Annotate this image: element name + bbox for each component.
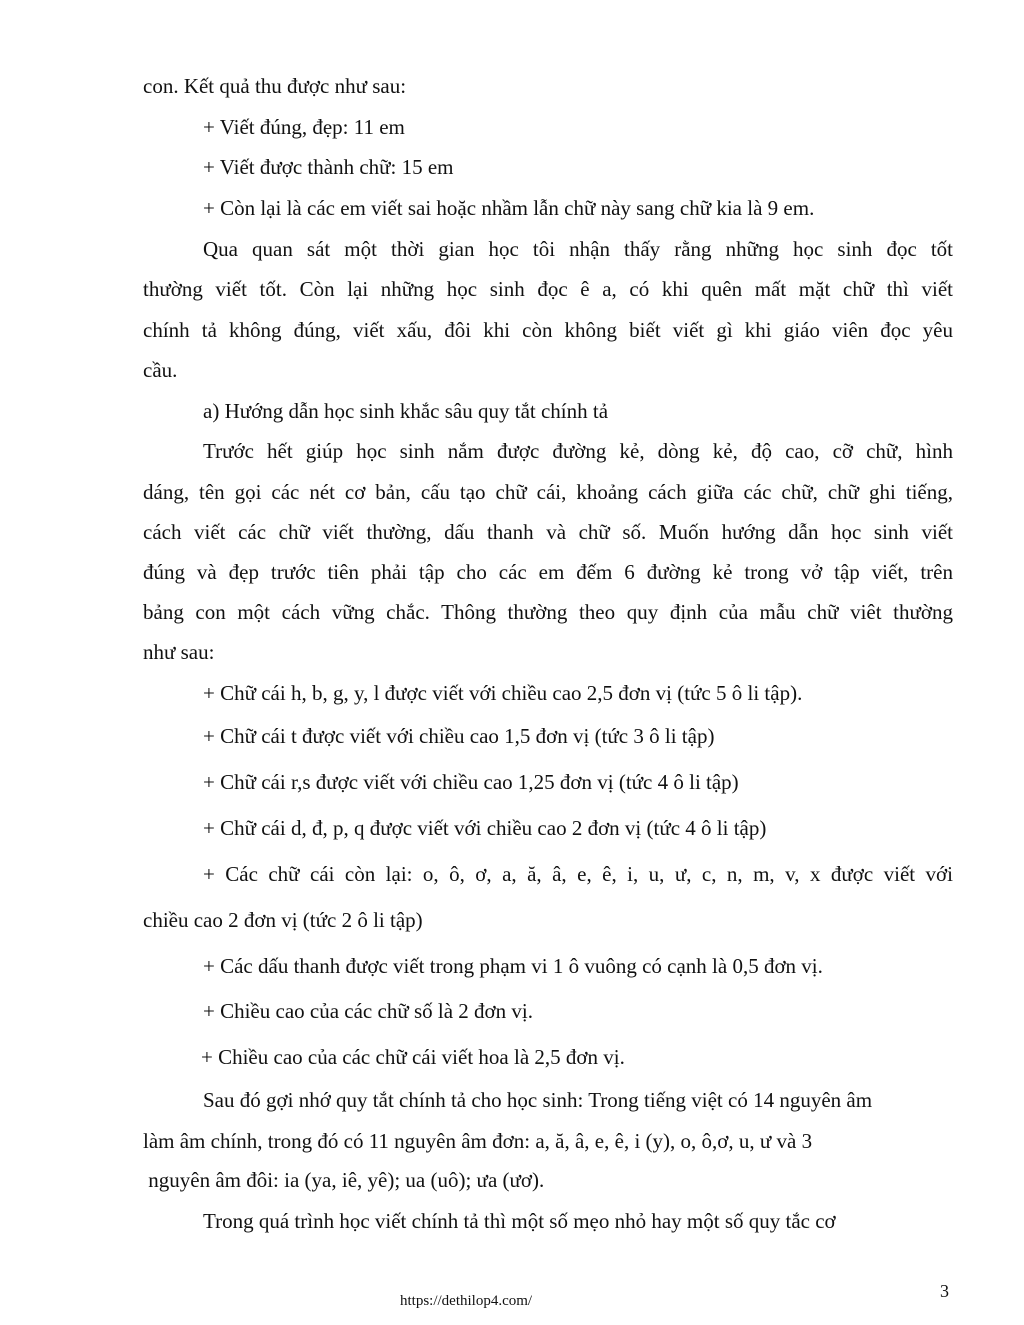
paragraph-line: nguyên âm đôi: ia (ya, iê, yê); ua (uô); ưa (ươ). [143,1168,545,1192]
text-line: con. Kết quả thu được như sau: [143,74,407,98]
list-item: + Viết đúng, đẹp: 11 em [203,115,405,139]
list-item: + Chữ cái d, đ, p, q được viết với chiều cao 2 đơn vị (tức 4 ô li tập) [203,816,767,840]
paragraph-line: Qua quan sát một thời gian học tôi nhận thấy rằng những học sinh đọc tốt [203,237,953,261]
list-item: + Viết được thành chữ: 15 em [203,155,454,179]
list-item: + Chữ cái h, b, g, y, l được viết với chiều cao 2,5 đơn vị (tức 5 ô li tập). [203,681,803,705]
paragraph-line: thường viết tốt. Còn lại những học sinh đọc ê a, có khi quên mất mặt chữ thì viết [143,277,953,301]
list-item: + Chiều cao của các chữ số là 2 đơn vị. [203,999,533,1023]
paragraph-line: cầu. [143,358,178,382]
paragraph-line: cách viết các chữ viết thường, dấu thanh và chữ số. Muốn hướng dẫn học sinh viết [143,520,953,544]
list-item: + Các chữ cái còn lại: o, ô, ơ, a, ă, â, e, ê, i, u, ư, c, n, m, v, x được viết với [203,862,953,886]
paragraph-line: đúng và đẹp trước tiên phải tập cho các em đếm 6 đường kẻ trong vở tập viết, trên [143,560,953,584]
list-item-continuation: chiều cao 2 đơn vị (tức 2 ô li tập) [143,908,423,932]
section-heading: a) Hướng dẫn học sinh khắc sâu quy tắt chính tả [203,399,609,423]
page-number: 3 [940,1281,949,1301]
list-item: + Các dấu thanh được viết trong phạm vi 1 ô vuông có cạnh là 0,5 đơn vị. [203,954,823,978]
paragraph-line: làm âm chính, trong đó có 11 nguyên âm đơn: a, ă, â, e, ê, i (y), o, ô,ơ, u, ư và 3 [143,1129,813,1153]
paragraph-line: Sau đó gợi nhớ quy tắt chính tả cho học sinh: Trong tiếng việt có 14 nguyên âm [203,1088,873,1112]
paragraph-line: Trước hết giúp học sinh nắm được đường kẻ, dòng kẻ, độ cao, cỡ chữ, hình [203,439,953,463]
list-item: + Còn lại là các em viết sai hoặc nhầm lẫn chữ này sang chữ kia là 9 em. [203,196,815,220]
list-item: + Chữ cái r,s được viết với chiều cao 1,25 đơn vị (tức 4 ô li tập) [203,770,739,794]
paragraph-line: như sau: [143,640,215,664]
paragraph-line: chính tả không đúng, viết xấu, đôi khi còn không biết viết gì khi giáo viên đọc yêu [143,318,953,342]
paragraph-line: dáng, tên gọi các nét cơ bản, cấu tạo chữ cái, khoảng cách giữa các chữ, chữ ghi tiếng, [143,480,953,504]
footer-url-link[interactable]: https://dethilop4.com/ [400,1293,533,1309]
list-item: + Chiều cao của các chữ cái viết hoa là 2,5 đơn vị. [201,1045,625,1069]
list-item: + Chữ cái t được viết với chiều cao 1,5 đơn vị (tức 3 ô li tập) [203,724,715,748]
paragraph-line: Trong quá trình học viết chính tả thì một số mẹo nhỏ hay một số quy tắc cơ [203,1209,836,1233]
paragraph-line: bảng con một cách vững chắc. Thông thường theo quy định của mẫu chữ viêt thường [143,600,953,624]
